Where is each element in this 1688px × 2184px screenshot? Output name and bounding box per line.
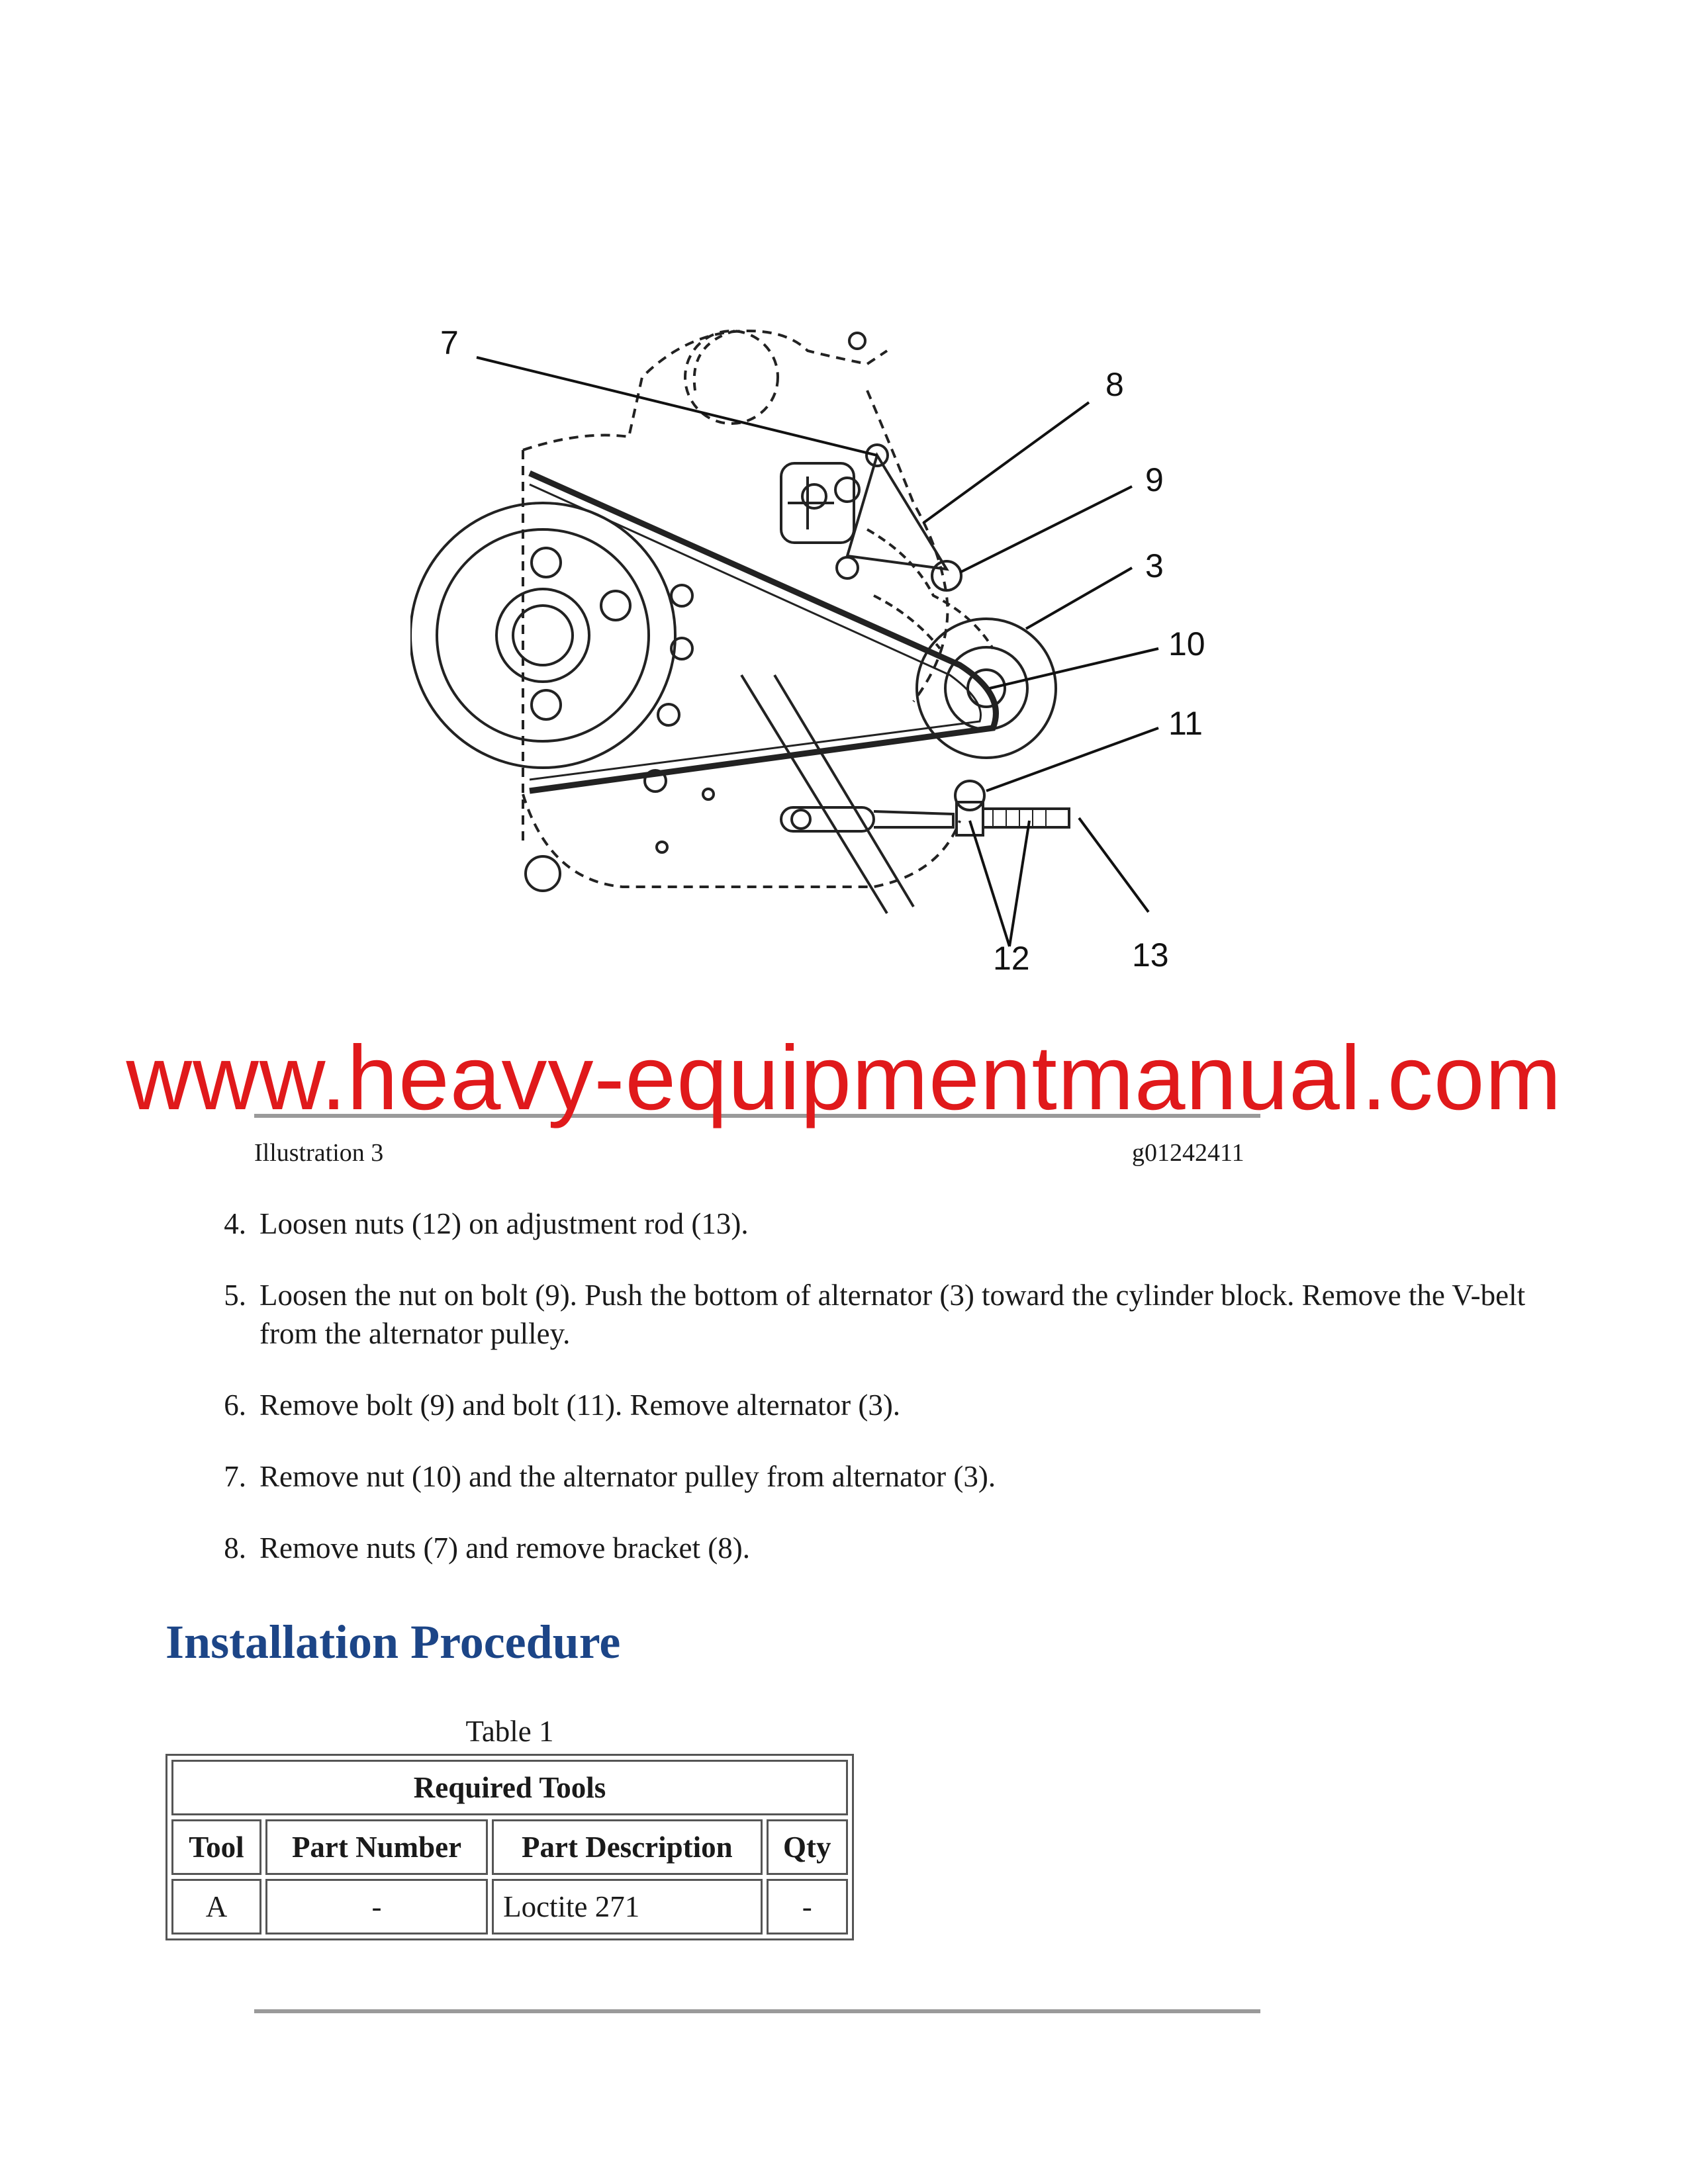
section-title: Installation Procedure bbox=[165, 1615, 621, 1668]
required-tools-table bbox=[165, 1754, 854, 1940]
step-item bbox=[199, 1457, 1536, 1496]
watermark-url: www.heavy-equipmentmanual.com bbox=[126, 1027, 1562, 1129]
header-part-description: Part Description bbox=[492, 1819, 763, 1875]
step-number: 7. bbox=[224, 1460, 246, 1493]
engine-alternator-illustration bbox=[410, 304, 1251, 979]
step-text: Remove nuts (7) and remove bracket (8). bbox=[259, 1531, 750, 1565]
step-item bbox=[199, 1386, 1536, 1424]
step-number: 4. bbox=[224, 1207, 246, 1240]
callout-13: 13 bbox=[1132, 936, 1169, 974]
step-text: Remove bolt (9) and bolt (11). Remove alternator (3). bbox=[259, 1388, 901, 1422]
step-item bbox=[199, 1529, 1536, 1567]
procedure-steps bbox=[199, 1205, 1536, 1600]
step-text: Remove nut (10) and the alternator pulley from alternator (3). bbox=[259, 1460, 996, 1493]
step-number: 8. bbox=[224, 1531, 246, 1565]
cell-tool: A bbox=[171, 1879, 261, 1934]
callout-3: 3 bbox=[1145, 547, 1164, 584]
illustration-id: g01242411 bbox=[1132, 1139, 1244, 1167]
cell-qty: - bbox=[767, 1879, 848, 1934]
callout-12: 12 bbox=[993, 940, 1030, 977]
table-caption: Table 1 bbox=[465, 1715, 554, 1748]
step-text: Loosen the nut on bolt (9). Push the bottom of alternator (3) toward the cylinder block. Remove the V-belt from the alternator pulley. bbox=[259, 1279, 1526, 1350]
cell-part-number: - bbox=[265, 1879, 488, 1934]
header-part-number: Part Number bbox=[265, 1819, 488, 1875]
illustration-label: Illustration 3 bbox=[254, 1139, 384, 1167]
callout-11: 11 bbox=[1168, 705, 1203, 742]
step-item bbox=[199, 1276, 1536, 1353]
step-number: 5. bbox=[224, 1279, 246, 1312]
table-row bbox=[171, 1879, 848, 1934]
step-item bbox=[199, 1205, 1536, 1243]
bottom-divider bbox=[254, 2009, 1260, 2013]
callout-8: 8 bbox=[1105, 366, 1124, 403]
table-title: Required Tools bbox=[171, 1760, 848, 1815]
callout-10: 10 bbox=[1168, 625, 1205, 662]
header-tool: Tool bbox=[171, 1819, 261, 1875]
callout-9: 9 bbox=[1145, 461, 1164, 498]
callout-7: 7 bbox=[440, 324, 459, 361]
header-qty: Qty bbox=[767, 1819, 848, 1875]
cell-part-description: Loctite 271 bbox=[492, 1879, 763, 1934]
step-number: 6. bbox=[224, 1388, 246, 1422]
step-text: Loosen nuts (12) on adjustment rod (13). bbox=[259, 1207, 749, 1240]
